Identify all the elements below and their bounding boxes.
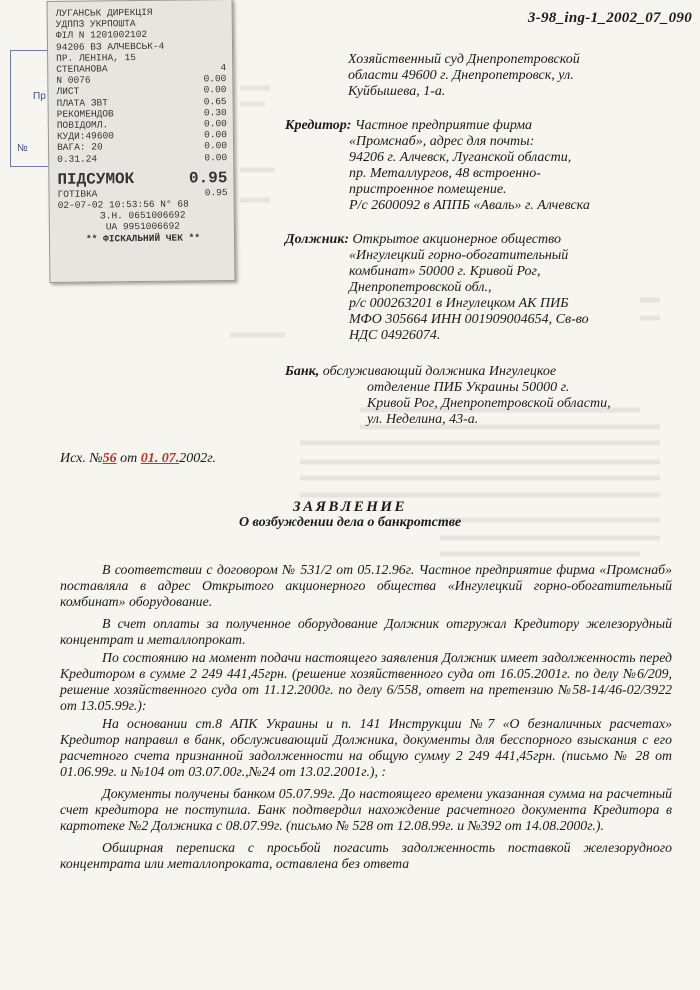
paragraph-6: Обширная переписка с просьбой погасить задолженность поставкой железорудного концентрата или металлопроката, оставлена без ответа bbox=[60, 840, 672, 871]
receipt-line bbox=[57, 152, 227, 165]
outgoing-mid: от bbox=[116, 451, 141, 466]
court-line-3: Куйбышева, 1-а. bbox=[348, 84, 446, 99]
bank-line-4: ул. Неделина, 43-а. bbox=[367, 412, 479, 427]
court-line-1: Хозяйственный суд Днепропетровской bbox=[348, 52, 580, 67]
receipt-line-value: 0.00 bbox=[203, 118, 227, 130]
bank-line-2: отделение ПИБ Украины 50000 г. bbox=[367, 380, 570, 395]
receipt-line-value: 0.00 bbox=[203, 84, 227, 96]
receipt-line-value: 0.00 bbox=[204, 140, 228, 152]
outgoing-date: 01. 07. bbox=[140, 451, 180, 466]
postal-receipt bbox=[47, 0, 236, 283]
receipt-line-label: ЛИСТ bbox=[56, 86, 80, 98]
receipt-total-row bbox=[57, 169, 227, 189]
receipt-total-value: 0.95 bbox=[188, 168, 228, 188]
debtor-line-1: Открытое акционерное общество bbox=[352, 232, 562, 247]
registration-stamp bbox=[10, 50, 51, 167]
paragraph-3: По состоянию на момент подачи настоящего заявления Должник имеет задолженность перед Кредитором в сумме 2 249 441,45грн. (решение хозяйственного суда от 16.05.2001г. по делу №6/209, решение хозяйственного суда от 11.12.2000г. по делу 6/558, ответ на претензию №58-14/46-02/3922 от 13.05.99г.): bbox=[60, 650, 672, 713]
receipt-cash-label: ГОТIВКА bbox=[57, 188, 98, 200]
statement-body bbox=[60, 562, 672, 878]
statement-title: ЗАЯВЛЕНИЕ bbox=[292, 499, 408, 515]
court-address bbox=[348, 52, 648, 100]
receipt-line-a: З.Н. 0651006692 bbox=[99, 209, 186, 222]
receipt-total-label: ПIДСУМОК bbox=[57, 169, 135, 189]
receipt-line-value: 0.65 bbox=[203, 95, 227, 107]
receipt-line-value: 0.30 bbox=[203, 106, 227, 119]
receipt-line-label: ПОВIДОМЛ. bbox=[56, 119, 109, 131]
creditor-line-4: пр. Металлургов, 48 встроенно- bbox=[349, 166, 541, 181]
debtor-line-7: НДС 04926074. bbox=[349, 328, 441, 343]
statement-subtitle: О возбуждении дела о банкротстве bbox=[238, 515, 462, 530]
stamp-text-b: № bbox=[17, 143, 28, 154]
receipt-line-value: 0.00 bbox=[203, 73, 227, 85]
debtor-block bbox=[285, 232, 685, 344]
receipt-line-label: РЕКОМЕНДОВ bbox=[56, 108, 114, 120]
creditor-line-3: 94206 г. Алчевск, Луганской области, bbox=[349, 150, 572, 165]
stamp-text-a: Пр bbox=[33, 91, 46, 102]
paragraph-1: В соответствии с договором № 531/2 от 05.12.96г. Частное предприятие фирма «Промснаб» поставляла в адрес Открытого акционерного общества «Ингулецкий горно-обогатительный комбинат» оборудование. bbox=[60, 562, 672, 609]
creditor-line-6: Р/с 2600092 в АППБ «Аваль» г. Алчевска bbox=[349, 198, 590, 213]
receipt-line-label: 94206 ВЗ АЛЧЕВСЬК-4 bbox=[55, 40, 165, 53]
paragraph-5: Документы получены банком 05.07.99г. До настоящего времени указанная сумма на расчетный счет кредитора не поступила. Банк подтвердил нахождение расчетного документа Кредитора в картотеке №2 Должника с 08.07.99г. (письмо № 528 от 12.08.99г. и №392 от 14.08.2000г.). bbox=[60, 786, 672, 833]
receipt-line-b: UA 9951006692 bbox=[105, 221, 181, 233]
receipt-line-label: СТЕПАНОВА bbox=[56, 63, 108, 75]
bank-line-1: обслуживающий должника Ингулецкое bbox=[322, 364, 557, 379]
bank-block bbox=[285, 364, 685, 428]
outgoing-number: 56 bbox=[102, 451, 117, 466]
receipt-line-value: 0.00 bbox=[204, 151, 228, 163]
debtor-line-5: р/с 000263201 в Ингулецком АК ПИБ bbox=[349, 296, 569, 311]
paragraph-4: На основании ст.8 АПК Украины и п. 141 Инструкции №7 «О безналичных расчетах» Кредитор направил в банк, обслуживающий Должника, документы для бесспорного взыскания с его расчетного счета признанной задолженности на общую сумму 2 249 441,45грн. (письмо № 28 от 01.06.99г. и №104 от 03.07.00г.,№24 от 13.02.2001г.), : bbox=[60, 716, 672, 779]
debtor-line-6: МФО 305664 ИНН 001909004654, Св-во bbox=[349, 312, 589, 327]
receipt-fiscal-mark: ** ФIСКАЛЬНИЙ ЧЕК ** bbox=[85, 232, 201, 245]
outgoing-year: 2002г. bbox=[179, 451, 216, 466]
receipt-line-label: ПЛАТА ЗВТ bbox=[56, 96, 108, 109]
document-id: 3-98_ing-1_2002_07_090 bbox=[527, 10, 692, 26]
bank-label: Банк, bbox=[285, 364, 320, 379]
debtor-line-2: «Ингулецкий горно-обогатительный bbox=[349, 248, 569, 263]
creditor-line-2: «Промснаб», адрес для почты: bbox=[349, 134, 535, 149]
outgoing-reference bbox=[60, 451, 216, 467]
receipt-line-value: 0.00 bbox=[204, 129, 227, 141]
receipt-line-label: ВАГА: 20 bbox=[57, 141, 103, 154]
receipt-line-label: УДППЗ УКРПОШТА bbox=[55, 18, 136, 31]
paragraph-2: В счет оплаты за полученное оборудование Должник отгружал Кредитору железорудный концентрат и металлопрокат. bbox=[60, 616, 672, 647]
creditor-line-1: Частное предприятие фирма bbox=[354, 118, 533, 133]
receipt-line-label: ПР. ЛЕНIНА, 15 bbox=[56, 51, 137, 64]
debtor-label: Должник: bbox=[285, 232, 350, 247]
receipt-datetime: 02-07-02 10:53:56 N° 68 bbox=[57, 198, 189, 211]
bank-line-3: Кривой Рог, Днепропетровской области, bbox=[367, 396, 611, 411]
receipt-cash-value: 0.95 bbox=[204, 186, 228, 199]
creditor-label: Кредитор: bbox=[285, 118, 352, 133]
receipt-line-label: 0.31.24 bbox=[57, 153, 98, 165]
receipt-line-label: ЛУГАНСЬК ДИРЕКЦIЯ bbox=[55, 6, 153, 19]
receipt-line-label: ФIЛ N 1201002102 bbox=[55, 29, 148, 42]
debtor-line-4: Днепропетровской обл., bbox=[349, 280, 492, 295]
receipt-line-label: N 0076 bbox=[56, 74, 91, 87]
outgoing-prefix: Исх. № bbox=[60, 451, 103, 466]
receipt-line-label: КУДИ:49600 bbox=[56, 130, 115, 143]
court-line-2: области 49600 г. Днепропетровск, ул. bbox=[348, 68, 574, 83]
debtor-line-3: комбинат» 50000 г. Кривой Рог, bbox=[349, 264, 541, 279]
receipt-line-value: 4 bbox=[220, 62, 227, 74]
receipt-lines bbox=[56, 6, 228, 165]
creditor-block bbox=[285, 118, 685, 214]
creditor-line-5: пристроенное помещение. bbox=[349, 182, 507, 197]
